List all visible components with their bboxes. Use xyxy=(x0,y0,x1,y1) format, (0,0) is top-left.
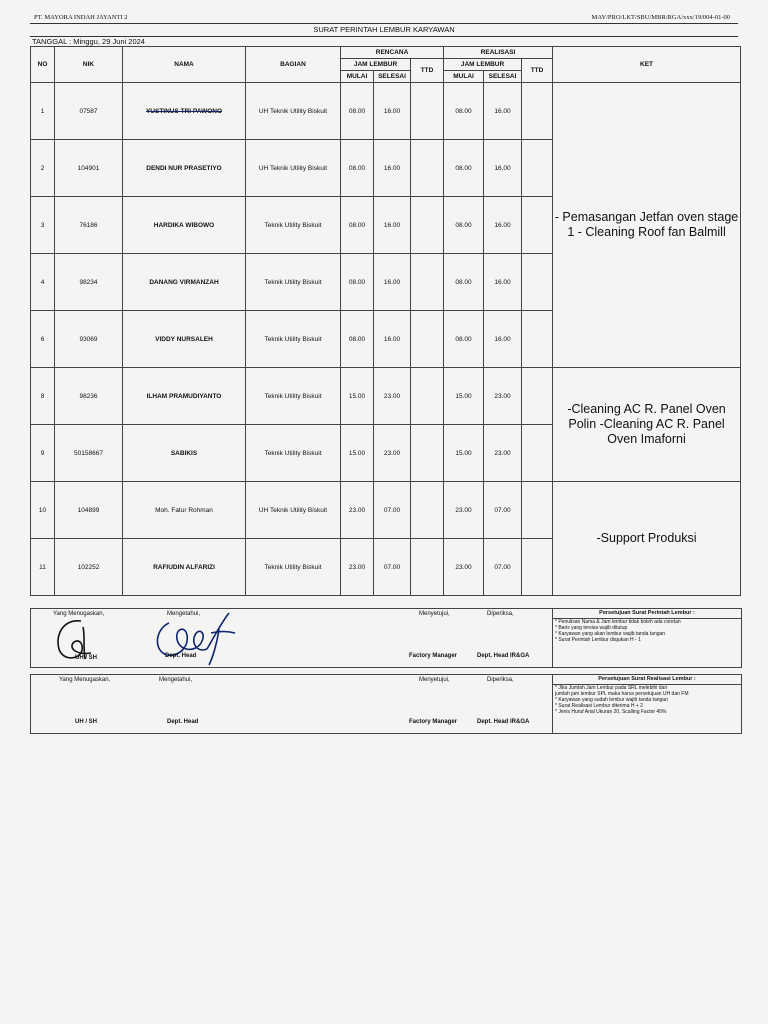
cell-rencana-selesai: 16.00 xyxy=(374,197,411,254)
cell-nama: HARDIKA WIBOWO xyxy=(123,197,246,254)
cell-rencana-ttd xyxy=(411,197,444,254)
cell-realisasi-ttd xyxy=(522,254,553,311)
col-ket: KET xyxy=(553,47,741,83)
cell-realisasi-selesai: 16.00 xyxy=(484,140,522,197)
cell-realisasi-selesai: 07.00 xyxy=(484,539,522,596)
company-name: PT. MAYORA INDAH JAYANTI 2 xyxy=(34,14,128,21)
cell-no: 3 xyxy=(31,197,55,254)
cell-rencana-mulai: 08.00 xyxy=(341,254,374,311)
cell-rencana-selesai: 16.00 xyxy=(374,311,411,368)
note-line: * Jika Jumlah Jam Lembur pada SRL melebihi dari xyxy=(555,685,668,691)
cell-no: 6 xyxy=(31,311,55,368)
cell-bagian: UH Teknik Utility Biskuit xyxy=(246,482,341,539)
note-line: * Jenis Huruf Arial Ukuran 20, Scalling Factor 45% xyxy=(555,709,667,715)
cell-realisasi-mulai: 23.00 xyxy=(444,482,484,539)
cell-realisasi-mulai: 08.00 xyxy=(444,254,484,311)
cell-nama: DANANG VIRMANZAH xyxy=(123,254,246,311)
cell-rencana-mulai: 15.00 xyxy=(341,368,374,425)
cell-no: 2 xyxy=(31,140,55,197)
cell-nik: 76186 xyxy=(55,197,123,254)
cell-rencana-mulai: 08.00 xyxy=(341,140,374,197)
cell-nama: VIDDY NURSALEH xyxy=(123,311,246,368)
document-code: MAY/PRO/LKT/SBU/MBR/RGA/xxx/19/004-01-00 xyxy=(591,14,730,21)
cell-no: 1 xyxy=(31,83,55,140)
cell-realisasi-ttd xyxy=(522,197,553,254)
cell-realisasi-selesai: 23.00 xyxy=(484,368,522,425)
cell-realisasi-mulai: 23.00 xyxy=(444,539,484,596)
cell-nama: ILHAM PRAMUDIYANTO xyxy=(123,368,246,425)
cell-rencana-selesai: 16.00 xyxy=(374,140,411,197)
col-nik: NIK xyxy=(55,47,123,83)
cell-realisasi-ttd xyxy=(522,140,553,197)
overtime-table xyxy=(30,46,741,596)
role-dept-head: Dept. Head xyxy=(167,719,199,725)
cell-nik: 104901 xyxy=(55,140,123,197)
note-line: * Surat Realisasi Lembur diterima H + 2 xyxy=(555,703,643,709)
cell-no: 11 xyxy=(31,539,55,596)
col-realisasi-ttd: TTD xyxy=(522,59,553,83)
note-line: * Karyawan yang akan lembur wajib tanda tangan xyxy=(555,631,666,637)
cell-rencana-selesai: 16.00 xyxy=(374,83,411,140)
cell-realisasi-ttd xyxy=(522,368,553,425)
cell-rencana-mulai: 08.00 xyxy=(341,83,374,140)
cell-nama: Moh. Fatur Rohman xyxy=(123,482,246,539)
cell-rencana-ttd xyxy=(411,539,444,596)
col-rencana-mulai: MULAI xyxy=(341,71,374,83)
notes-title: Persetujuan Surat Perintah Lembur : xyxy=(553,609,741,619)
cell-no: 10 xyxy=(31,482,55,539)
cell-no: 8 xyxy=(31,368,55,425)
cell-rencana-ttd xyxy=(411,140,444,197)
cell-rencana-ttd xyxy=(411,368,444,425)
cell-rencana-mulai: 08.00 xyxy=(341,311,374,368)
col-rencana-jam: JAM LEMBUR xyxy=(341,59,411,71)
cell-rencana-mulai: 08.00 xyxy=(341,197,374,254)
label-yang-menugaskan: Yang Menugaskan, xyxy=(53,611,105,617)
label-mengetahui: Mengetahui, xyxy=(167,611,201,617)
cell-realisasi-selesai: 16.00 xyxy=(484,197,522,254)
cell-realisasi-ttd xyxy=(522,83,553,140)
table-row xyxy=(31,83,741,140)
cell-nama: YUSTINUS TRI PAWONO xyxy=(123,83,246,140)
cell-realisasi-ttd xyxy=(522,311,553,368)
role-dept-head: Dept. Head xyxy=(165,653,197,659)
note-line: * Surat Perintah Lembur diajukan H - 1 xyxy=(555,637,641,643)
cell-realisasi-mulai: 08.00 xyxy=(444,197,484,254)
note-line: * Baris yang tersisa wajib ditutup xyxy=(555,625,628,631)
col-no: NO xyxy=(31,47,55,83)
label-menyetujui: Menyetujui, xyxy=(419,611,450,617)
cell-realisasi-selesai: 16.00 xyxy=(484,311,522,368)
cell-realisasi-mulai: 15.00 xyxy=(444,368,484,425)
role-factory-manager: Factory Manager xyxy=(409,719,458,725)
cell-realisasi-mulai: 08.00 xyxy=(444,140,484,197)
notes-spl xyxy=(552,609,741,667)
cell-rencana-selesai: 07.00 xyxy=(374,539,411,596)
cell-rencana-selesai: 23.00 xyxy=(374,425,411,482)
notes-title: Persetujuan Surat Realisasi Lembur : xyxy=(553,675,741,685)
cell-ket-group3: -Support Produksi xyxy=(553,482,741,596)
table-row xyxy=(31,482,741,539)
approval-block-spl xyxy=(30,608,742,668)
cell-bagian: Teknik Utility Biskuit xyxy=(246,254,341,311)
cell-bagian: Teknik Utility Biskuit xyxy=(246,368,341,425)
col-realisasi-mulai: MULAI xyxy=(444,71,484,83)
cell-no: 9 xyxy=(31,425,55,482)
col-rencana-ttd: TTD xyxy=(411,59,444,83)
cell-rencana-mulai: 23.00 xyxy=(341,539,374,596)
notes-srl xyxy=(552,675,741,733)
cell-nama: RAFIUDIN ALFARIZI xyxy=(123,539,246,596)
cell-realisasi-mulai: 15.00 xyxy=(444,425,484,482)
label-yang-menugaskan: Yang Menugaskan, xyxy=(59,677,111,683)
cell-realisasi-selesai: 23.00 xyxy=(484,425,522,482)
label-diperiksa: Diperiksa, xyxy=(487,677,514,683)
cell-realisasi-ttd xyxy=(522,539,553,596)
col-realisasi-selesai: SELESAI xyxy=(484,71,522,83)
cell-realisasi-selesai: 07.00 xyxy=(484,482,522,539)
cell-nik: 104899 xyxy=(55,482,123,539)
cell-rencana-selesai: 16.00 xyxy=(374,254,411,311)
cell-bagian: Teknik Utility Biskuit xyxy=(246,197,341,254)
cell-rencana-ttd xyxy=(411,425,444,482)
note-line: * Karyawan yang sudah lembur wajib tanda tangan xyxy=(555,697,668,703)
cell-bagian: Teknik Utility Biskuit xyxy=(246,311,341,368)
cell-nik: 102252 xyxy=(55,539,123,596)
form-date: TANGGAL : Minggu, 29 Juni 2024 xyxy=(32,37,145,46)
label-diperiksa: Diperiksa, xyxy=(487,611,514,617)
cell-rencana-ttd xyxy=(411,83,444,140)
col-realisasi: REALISASI xyxy=(444,47,553,59)
note-line: * Penulisan Nama & Jam lembur tidak boleh ada coretan xyxy=(555,619,681,625)
cell-realisasi-mulai: 08.00 xyxy=(444,311,484,368)
cell-rencana-ttd xyxy=(411,482,444,539)
cell-nik: 93069 xyxy=(55,311,123,368)
col-realisasi-jam: JAM LEMBUR xyxy=(444,59,522,71)
cell-rencana-mulai: 15.00 xyxy=(341,425,374,482)
cell-nama: SABIKIS xyxy=(123,425,246,482)
cell-realisasi-selesai: 16.00 xyxy=(484,83,522,140)
cell-nik: 07587 xyxy=(55,83,123,140)
approval-block-srl xyxy=(30,674,742,734)
cell-rencana-selesai: 07.00 xyxy=(374,482,411,539)
cell-rencana-ttd xyxy=(411,254,444,311)
cell-bagian: Teknik Utility Biskuit xyxy=(246,425,341,482)
cell-nik: 50158667 xyxy=(55,425,123,482)
cell-no: 4 xyxy=(31,254,55,311)
label-menyetujui: Menyetujui, xyxy=(419,677,450,683)
note-line: jumlah jam lembur SPL maka harus persetujuan UH dan FM xyxy=(555,691,689,697)
role-factory-manager: Factory Manager xyxy=(409,653,458,659)
cell-rencana-selesai: 23.00 xyxy=(374,368,411,425)
cell-realisasi-selesai: 16.00 xyxy=(484,254,522,311)
cell-nik: 98236 xyxy=(55,368,123,425)
role-dept-head-irga: Dept. Head IR&GA xyxy=(477,653,530,659)
col-rencana-selesai: SELESAI xyxy=(374,71,411,83)
cell-realisasi-ttd xyxy=(522,425,553,482)
table-row xyxy=(31,368,741,425)
label-mengetahui: Mengetahui, xyxy=(159,677,193,683)
col-nama: NAMA xyxy=(123,47,246,83)
cell-bagian: UH Teknik Utility Biskuit xyxy=(246,140,341,197)
role-uh-sh: UH / SH xyxy=(75,719,98,725)
col-rencana: RENCANA xyxy=(341,47,444,59)
role-uh-sh: UH / SH xyxy=(75,655,98,661)
cell-ket-group1: - Pemasangan Jetfan oven stage 1 - Cleaning Roof fan Balmill xyxy=(553,83,741,368)
col-bagian: BAGIAN xyxy=(246,47,341,83)
cell-realisasi-ttd xyxy=(522,482,553,539)
cell-ket-group2: -Cleaning AC R. Panel Oven Polin -Cleaning AC R. Panel Oven Imaforni xyxy=(553,368,741,482)
role-dept-head-irga: Dept. Head IR&GA xyxy=(477,719,530,725)
cell-nik: 98234 xyxy=(55,254,123,311)
cell-realisasi-mulai: 08.00 xyxy=(444,83,484,140)
cell-nama: DENDI NUR PRASETIYO xyxy=(123,140,246,197)
cell-rencana-mulai: 23.00 xyxy=(341,482,374,539)
cell-bagian: Teknik Utility Biskuit xyxy=(246,539,341,596)
cell-bagian: UH Teknik Utility Biskuit xyxy=(246,83,341,140)
cell-rencana-ttd xyxy=(411,311,444,368)
form-title: SURAT PERINTAH LEMBUR KARYAWAN xyxy=(30,23,738,37)
